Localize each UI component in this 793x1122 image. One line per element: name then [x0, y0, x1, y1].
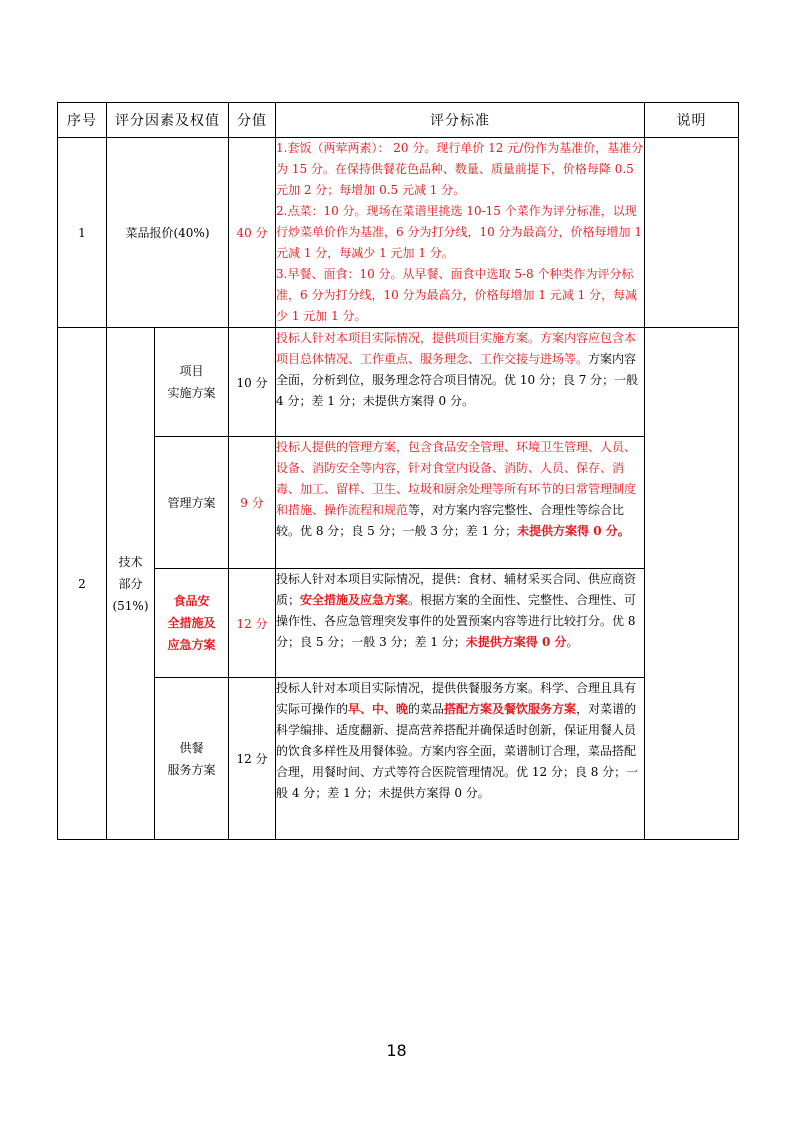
header-note: 说明 [645, 103, 739, 138]
standard-text: ，对菜谱的科学编排、适度翻新、提高营养搭配并确保适时创新，保证用餐人员的饮食多样性及用餐体验。方案内容全面，菜谱制订合理，菜品搭配合理，用餐时间、方式等符合医院管理情况。优 12 分；良 8 分；一般 4 分；差 1 分；未提供方案得 0 分。 [276, 702, 639, 800]
table-row [58, 328, 739, 437]
table-row [58, 569, 739, 678]
sub-standard [276, 437, 645, 569]
sub-factor-line: 服务方案 [167, 762, 216, 777]
sub-score: 9 分 [229, 437, 276, 569]
row2-factor-line: 技术 [118, 554, 143, 569]
scoring-table [57, 102, 739, 840]
sub-factor-line: 项目 [179, 364, 204, 378]
row2-note [645, 328, 739, 840]
sub-score: 12 分 [229, 569, 276, 678]
sub-score: 10 分 [229, 328, 276, 437]
sub-factor-project-plan [155, 328, 229, 437]
sub-score: 12 分 [229, 678, 276, 840]
standard-red-bold-text: 搭配方案及餐饮服务方案 [444, 702, 577, 716]
sub-factor-line: 供餐 [179, 740, 204, 755]
table-header-row [58, 103, 739, 138]
sub-factor-catering-plan [155, 678, 229, 840]
header-factor: 评分因素及权值 [107, 103, 229, 138]
row1-standard-item: 1.套饭（两荤两素）： 20 分。现行单价 12 元/份作为基准价，基准分为 15 分。在保持供餐花色品种、数量、质量前提下，价格每降 0.5 元加 2 分；每增加 0.5 元减 1 分。 [276, 141, 644, 197]
standard-red-text: 投标人提供的管理方案，包含食品安全管理、环境卫生管理、人员、设备、消防安全等内容，针对食堂内设备、消防、人员、保存、消毒、加工、留样、卫生、垃圾和厨余处理等所有环节的日常管理制度和措施、操作流程和规范 [276, 440, 637, 517]
row1-standard-item: 3.早餐、面食：10 分。从早餐、面食中选取 5-8 个种类作为评分标准，6 分为打分线，10 分为最高分，价格每增加 1 元减 1 分，每减少 1 元加 1 分。 [276, 267, 638, 323]
header-standard: 评分标准 [276, 103, 645, 138]
row2-no: 2 [58, 328, 107, 840]
row2-factor-line: (51%) [112, 598, 149, 613]
standard-text: 投标人针对本项目实际情况，提供供餐服务方案。科学、合理且具有实际可操作的 [276, 681, 637, 716]
row1-standard-item: 2.点菜：10 分。现场在菜谱里挑选 10-15 个菜作为评分标准，以现行炒菜单价作为基准，6 分为打分线，10 分为最高分，价格每增加 1 元减 1 分，每减少 1 元加 1 分。 [276, 204, 642, 260]
page-number: 18 [386, 1041, 407, 1060]
standard-red-bold-text: 早、中、晚 [348, 702, 409, 716]
sub-factor-line: 应急方案 [167, 638, 216, 652]
standard-text: 方案内容全面，分析到位，服务理念符合项目情况。优 10 分；良 7 分；一般 4 分；差 1 分；未提供方案得 0 分。 [276, 352, 639, 408]
table-row [58, 138, 739, 328]
table-row [58, 678, 739, 840]
sub-standard [276, 678, 645, 840]
sub-factor-line: 食品安 [173, 594, 210, 608]
row1-note [645, 138, 739, 328]
standard-red-bold-text: 安全措施及应急方案 [300, 593, 409, 607]
row1-standard [276, 138, 645, 328]
row1-score: 40 分 [229, 138, 276, 328]
table-row [58, 437, 739, 569]
standard-text: 投标人针对本项目实际情况，提供：食材、辅材采买合同、供应商资质； [276, 572, 637, 607]
standard-red-bold-text: 未提供方案得 0 分。 [517, 524, 630, 538]
sub-standard [276, 569, 645, 678]
header-score: 分值 [229, 103, 276, 138]
sub-standard [276, 328, 645, 437]
standard-text: 。根据方案的全面性、完整性、合理性、可操作性、各应急管理突发事件的处置预案内容等进行比较打分。优 8 分；良 5 分；一般 3 分；差 1 分； [276, 593, 637, 649]
row1-factor: 菜品报价(40%) [107, 138, 229, 328]
row2-factor-line: 部分 [118, 576, 143, 591]
standard-red-text: 投标人针对本项目实际情况，提供项目实施方案。方案内容应包含本项目总体情况、工作重点、服务理念、工作交接与进场等。 [276, 331, 637, 366]
standard-text: 的菜品 [408, 702, 445, 716]
header-no: 序号 [58, 103, 107, 138]
row2-factor [107, 328, 155, 840]
sub-factor-line: 实施方案 [167, 386, 216, 400]
sub-factor-line: 全措施及 [167, 616, 216, 630]
standard-text: 。 [566, 635, 579, 649]
standard-red-bold-text: 未提供方案得 0 分 [465, 635, 567, 649]
standard-text: 等，对方案内容完整性、合理性等综合比较。优 8 分；良 5 分；一般 3 分；差 1 分； [276, 503, 625, 538]
row1-no: 1 [58, 138, 107, 328]
sub-factor-food-safety [155, 569, 229, 678]
sub-factor-management-plan: 管理方案 [155, 437, 229, 569]
